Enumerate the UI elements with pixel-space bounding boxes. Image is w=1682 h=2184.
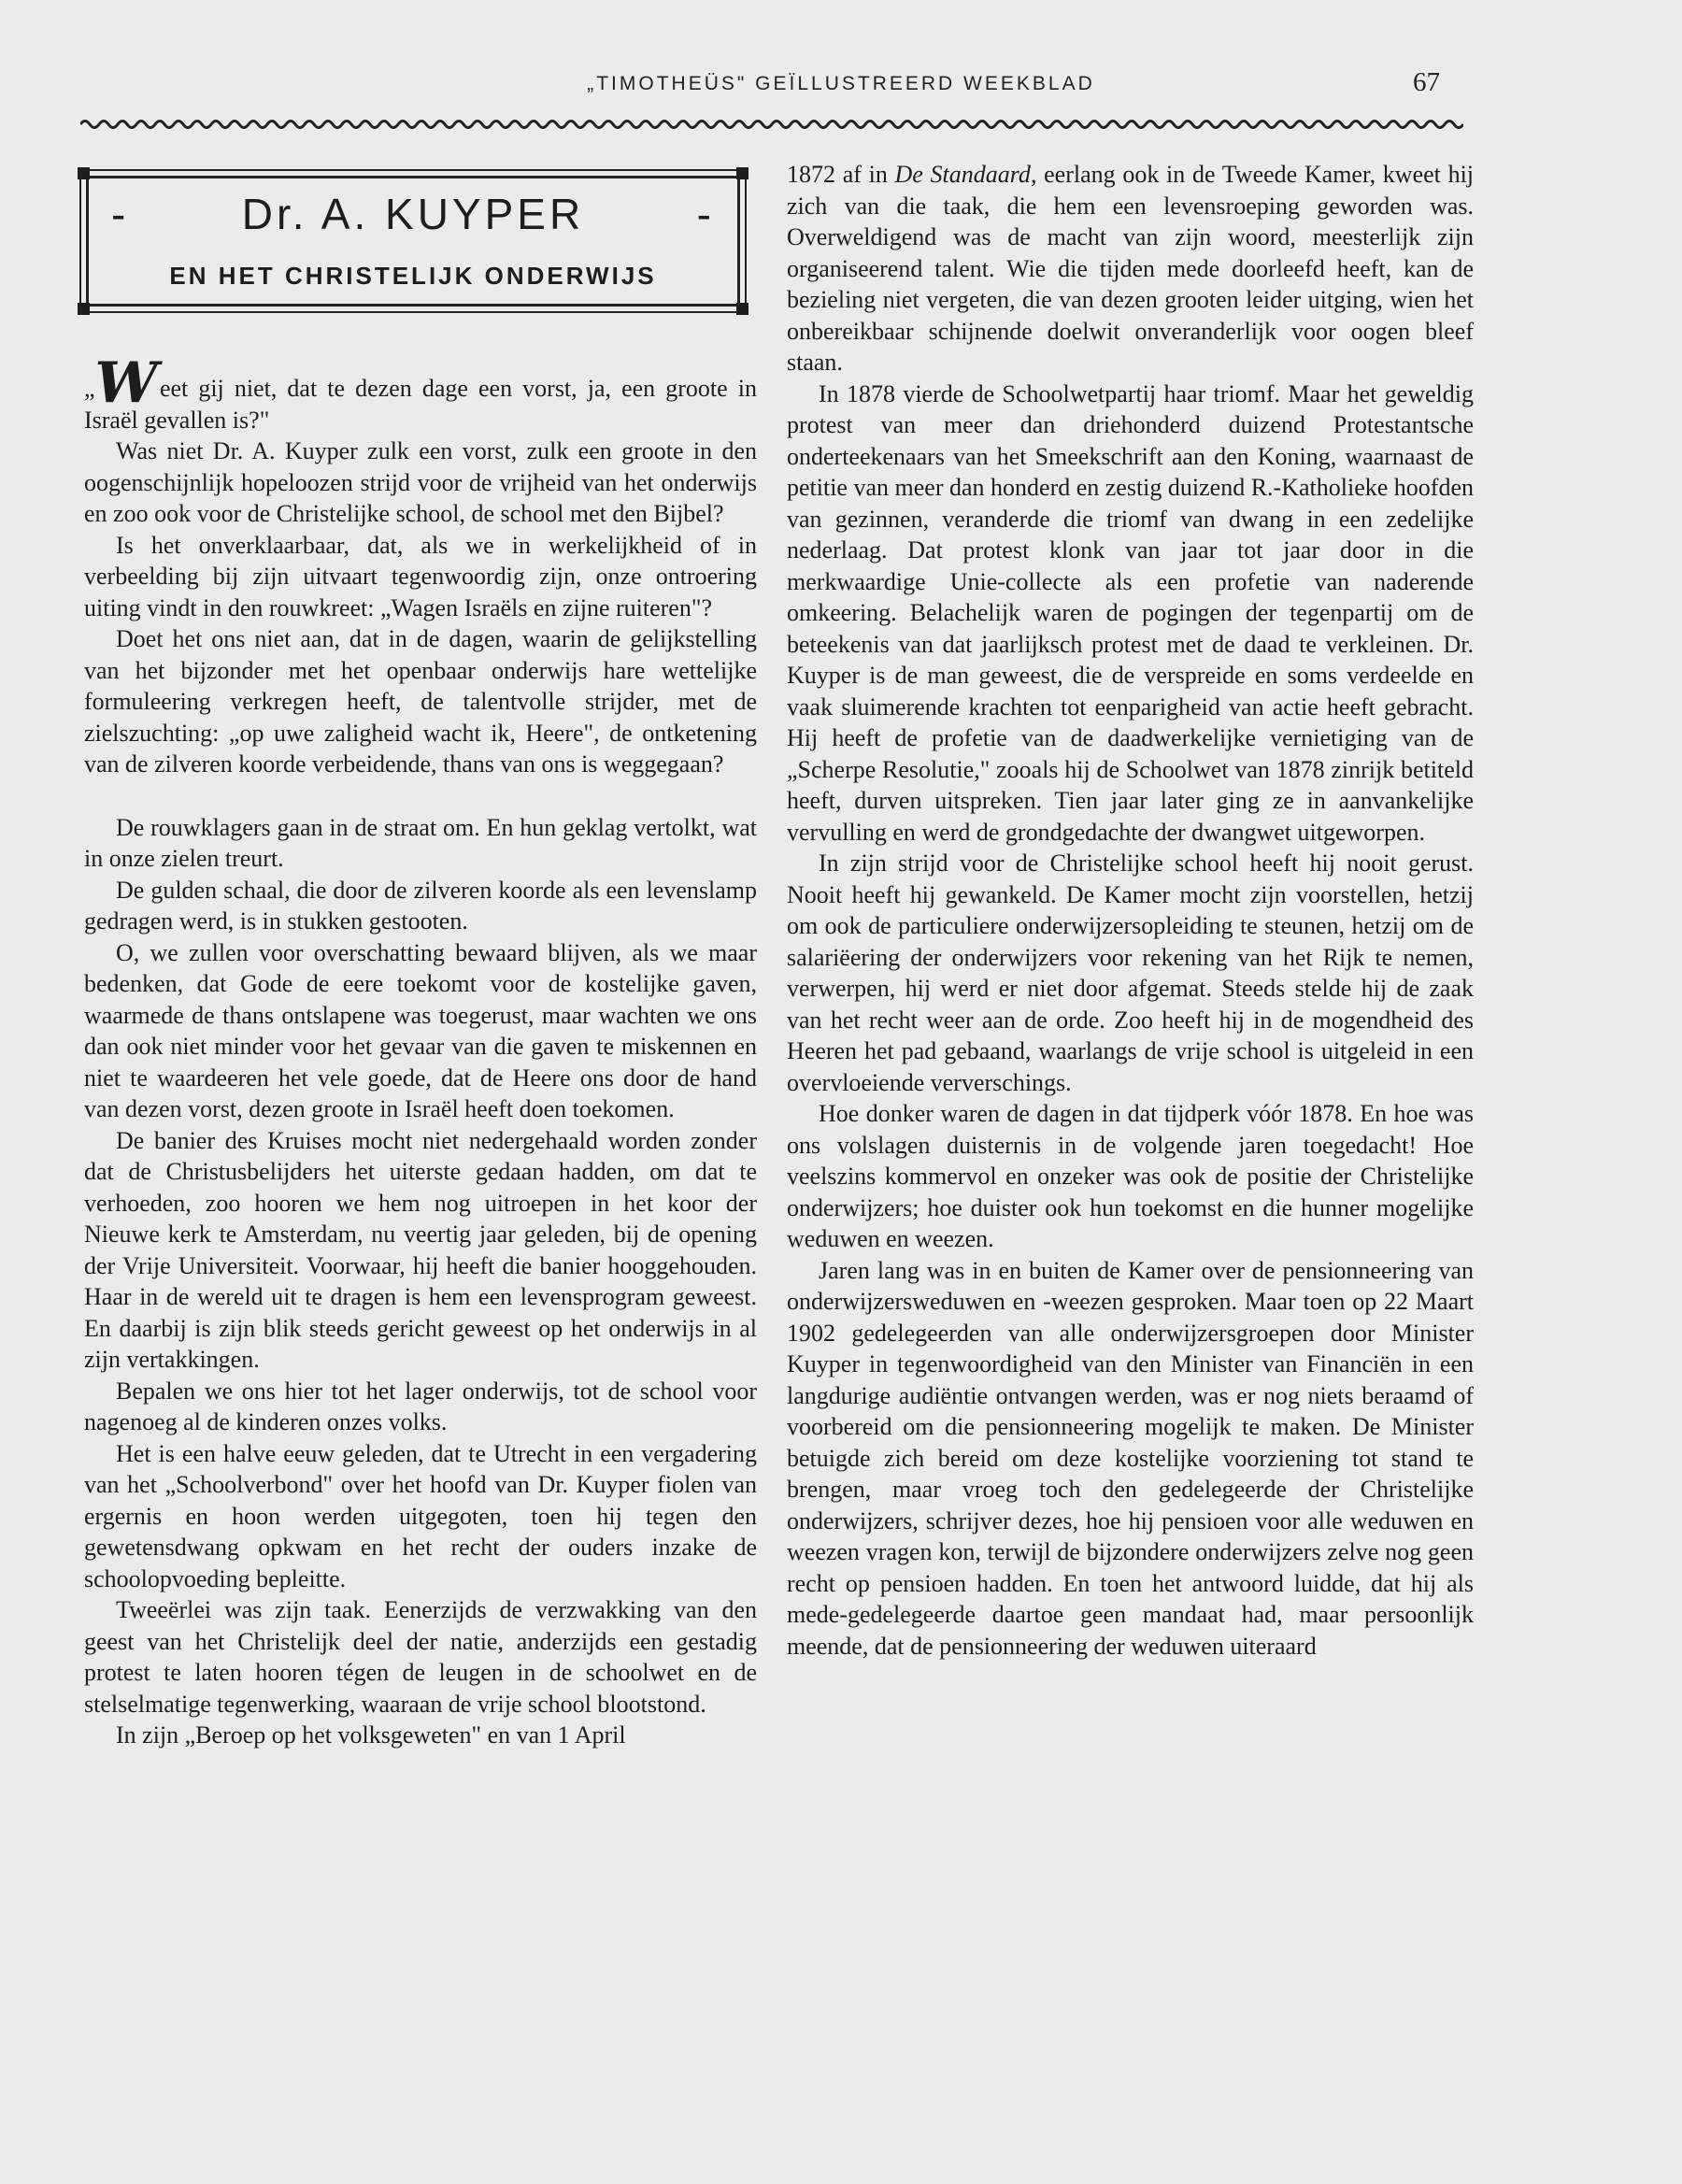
article-title-text: Dr. A. KUYPER bbox=[241, 190, 585, 238]
section-gap bbox=[84, 780, 757, 812]
paragraph-text: 1872 af in bbox=[787, 161, 895, 188]
lead-text: eet gij niet, dat te dezen dage een vorst, ja, een groote in Israël gevallen is?" bbox=[84, 375, 757, 434]
corner-ornament bbox=[736, 303, 748, 315]
paragraph: Het is een halve eeuw geleden, dat te Utrecht in een vergadering van het „Schoolverbond" over het hoofd van Dr. Kuyper fiolen van ergernis en hoon werden uitgegoten, toen hij tegen den gewetensdwang opkwam en het recht der ouders inzake de schoolopvoeding bepleitte. bbox=[84, 1439, 757, 1592]
paragraph: O, we zullen voor overschatting bewaard blijven, als we maar bedenken, dat Gode de eere toekomt voor de kostelijke gaven, waarmede de thans ontslapene was toegerust, maar wachten we ons dan ook niet minder voor het gevaar van die gaven te miskennen en niet te waardeeren het vele goede, dat de Heere ons door de hand van dezen vorst, dezen groote in Israël heeft doen toekomen. bbox=[84, 938, 757, 1122]
newspaper-name: De Standaard bbox=[894, 161, 1031, 188]
lead-paragraph bbox=[84, 350, 757, 435]
corner-ornament bbox=[736, 167, 748, 179]
opening-quote: „ bbox=[84, 375, 95, 402]
paragraph: In zijn „Beroep op het volksgeweten" en van 1 April bbox=[116, 1721, 626, 1749]
paragraph: De gulden schaal, die door de zilveren koorde als een levenslamp gedragen werd, is in stukken gestooten. bbox=[84, 876, 757, 935]
corner-ornament bbox=[78, 167, 90, 179]
corner-ornament bbox=[78, 303, 90, 315]
header-ornament-rule bbox=[80, 116, 1463, 133]
drop-cap: W bbox=[94, 350, 158, 416]
right-column bbox=[787, 159, 1474, 1662]
continued-paragraph bbox=[787, 159, 1474, 378]
paragraph-text: , eerlang ook in de Tweede Kamer, kweet hij zich van die taak, die hem een levensroeping geworden was. Overweldigend was de macht van zijn woord, meesterlijk zijn organiseerend talent. Wie die tijden mede doorleefd heeft, kan de bezieling niet vergeten, die van dezen grooten leider uitging, wien het onbereikbaar schijnende doelwit onveranderlijk voor oogen bleef staan. bbox=[787, 161, 1475, 376]
paragraph: Hoe donker waren de dagen in dat tijdperk vóór 1878. En hoe was ons volslagen duisternis in de volgende jaren toegedacht! Hoe veelszins kommervol en onzeker was ook de positie der Christelijke onderwijzers; hoe duister ook hun toekomst en die hunner mogelijke weduwen en weezen. bbox=[787, 1100, 1474, 1252]
paragraph: De banier des Kruises mocht niet nedergehaald worden zonder dat de Christusbelijders het uiterste gedaan hadden, om dat te verhoeden, zoo hooren we hem nog uitroepen in het koor der Nieuwe kerk te Amsterdam, nu veertig jaar geleden, bij de opening der Vrije Universiteit. Voorwaar, hij heeft die banier hooggehouden. Haar in de wereld uit te dragen is hem een levensprogram geweest. En daarbij is zijn blik steeds gericht geweest op het onderwijs in al zijn vertakkingen. bbox=[84, 1126, 757, 1373]
paragraph: Is het onverklaarbaar, dat, als we in werkelijkheid of in verbeelding bij zijn uitvaart tegenwoordig zijn, onze ontroering uiting vindt in den rouwkreet: „Wagen Israëls en zijne ruiteren"? bbox=[84, 531, 757, 621]
page-number: 67 bbox=[1413, 67, 1440, 97]
title-dash-left: - bbox=[111, 190, 130, 238]
article-title bbox=[89, 190, 737, 238]
paragraph: Tweeërlei was zijn taak. Eenerzijds de verzwakking van den geest van het Christelijk deel der natie, anderzijds een gestadig protest te laten hooren tégen de leugen in de schoolwet en de stelselmatige tegenwerking, waaraan de vrije school blootstond. bbox=[84, 1596, 757, 1718]
paragraph: Doet het ons niet aan, dat in de dagen, waarin de gelijkstelling van het bijzonder met het openbaar onderwijs hare wettelijke formuleering verkregen heeft, de talentvolle strijder, met de zielszuchting: „op uwe zaligheid wacht ik, Heere", de ontketening van de zilveren koorde verbeidende, thans van ons is weggegaan? bbox=[84, 625, 757, 778]
article-subtitle: EN HET CHRISTELIJK ONDERWIJS bbox=[169, 262, 657, 290]
article-title-box bbox=[86, 176, 740, 307]
paragraph: Bepalen we ons hier tot het lager onderwijs, tot de school voor nagenoeg al de kinderen onzes volks. bbox=[84, 1377, 757, 1435]
left-column bbox=[84, 159, 757, 1751]
paragraph: De rouwklagers gaan in de straat om. En hun geklag vertolkt, wat in onze zielen treurt. bbox=[84, 813, 757, 872]
paragraph: In 1878 vierde de Schoolwetpartij haar triomf. Maar het geweldig protest van meer dan driehonderd duizend Protestantsche onderteekenaars van het Smeekschrift aan den Koning, waarnaast de petitie van meer dan honderd en zestig duizend R.-Katholieke hoofden van gezinnen, veranderde die triomf van dwang in een zedelijke nederlaag. Dat protest klonk van jaar tot jaar door in die merkwaardige Unie-collecte als een profetie van naderende omkeering. Belachelijk waren de pogingen der tegenpartij om de beteekenis van dat jaarlijksch protest met de daad te verkleinen. Dr. Kuyper is de man geweest, die de verspreide en soms verdeelde en vaak sluimerende krachten tot eenparigheid van actie heeft gebracht. Hij heeft de profetie van de daadwerkelijke vernietiging van de „Scherpe Resolutie," zooals hij de Schoolwet van 1878 zinrijk betiteld heeft, durven uitspreken. Tien jaar later ging ze in aanvankelijke vervulling en werd de grondgedachte der dwangwet uitgeworpen. bbox=[787, 379, 1474, 846]
paragraph: Jaren lang was in en buiten de Kamer over de pensionneering van onderwijzersweduwen en -weezen gesproken. Maar toen op 22 Maart 1902 gedelegeerden van alle onderwijzersgroepen door Minister Kuyper in tegenwoordigheid van den Minister van Financiën in een langdurige audiëntie ontvangen werden, was er nog niets beraamd of voorbereid om die pensionneering mogelijk te maken. De Minister betuigde zich bereid om deze kostelijke voorziening tot stand te brengen, maar vroeg toch den gedelegeerde der Christelijke onderwijzers, schrijver dezes, hoe hij pensioen voor alle weduwen en weezen vragen kon, terwijl de bijzondere onderwijzers zelve nog geen recht op pensioen hadden. En toen het antwoord luidde, dat hij als mede-gedelegeerde daartoe geen mandaat had, maar persoonlijk meende, dat de pensionneering der weduwen uiteraard bbox=[787, 1256, 1474, 1660]
paragraph: Was niet Dr. A. Kuyper zulk een vorst, zulk een groote in den oogenschijnlijk hopeloozen strijd voor de vrijheid van het onderwijs en zoo ook voor de Christelijke school, de school met den Bijbel? bbox=[84, 437, 757, 527]
title-dash-right: - bbox=[696, 190, 715, 238]
paragraph: In zijn strijd voor de Christelijke school heeft hij nooit gerust. Nooit heeft hij gewankeld. De Kamer mocht zijn voorstellen, hetzij om ook de particuliere onderwijzersopleiding te steunen, hetzij om de salariëering der onderwijzers voor rekening van het Rijk te nemen, verwerpen, hij werd er niet door afgemat. Steeds stelde hij de zaak van het recht weer aan de orde. Zoo heeft hij in de mogendheid des Heeren het pad gebaand, waarlangs de vrije school is uitgeleid in een overvloeiende ververschings. bbox=[787, 849, 1474, 1096]
running-title: „TIMOTHEÜS" GEÏLLUSTREERD WEEKBLAD bbox=[587, 73, 1095, 94]
